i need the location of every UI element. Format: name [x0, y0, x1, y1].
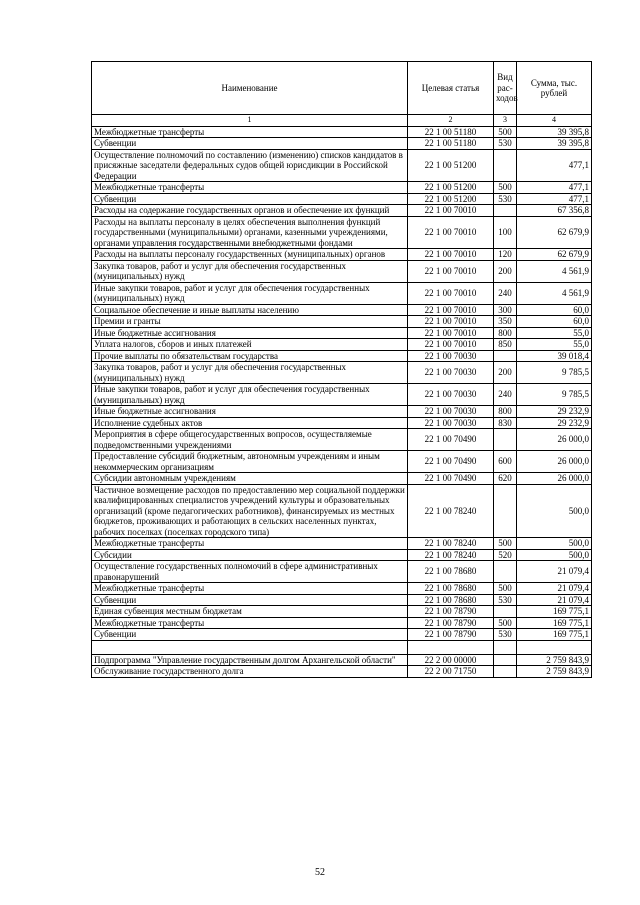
row-sum-cell: 26 000,0 — [517, 451, 592, 473]
row-sum-cell: 477,1 — [517, 149, 592, 182]
table-row — [92, 473, 592, 485]
table-row — [92, 362, 592, 384]
row-target-article-cell — [408, 640, 494, 654]
row-sum-cell: 4 561,9 — [517, 260, 592, 282]
row-expense-type-cell — [494, 484, 517, 538]
row-sum-cell: 60,0 — [517, 304, 592, 316]
row-expense-type-cell: 850 — [494, 339, 517, 351]
row-expense-type-cell: 200 — [494, 362, 517, 384]
table-row — [92, 316, 592, 328]
header-name: Наименование — [92, 62, 408, 115]
table-row — [92, 205, 592, 217]
row-expense-type-cell — [494, 205, 517, 217]
table-row — [92, 193, 592, 205]
row-sum-cell: 9 785,5 — [517, 362, 592, 384]
row-name-cell: Премии и гранты — [92, 316, 408, 328]
row-expense-type-cell: 350 — [494, 316, 517, 328]
row-expense-type-cell: 500 — [494, 538, 517, 550]
row-sum-cell: 2 759 843,9 — [517, 654, 592, 666]
table-row — [92, 594, 592, 606]
row-name-cell — [92, 640, 408, 654]
row-sum-cell: 169 775,1 — [517, 629, 592, 641]
table-row — [92, 451, 592, 473]
row-expense-type-cell — [494, 666, 517, 678]
row-expense-type-cell: 300 — [494, 304, 517, 316]
row-target-article-cell: 22 1 00 70010 — [408, 282, 494, 304]
row-target-article-cell: 22 1 00 70030 — [408, 350, 494, 362]
row-name-cell: Межбюджетные трансферты — [92, 182, 408, 194]
header-sum: Сумма, тыс. рублей — [517, 62, 592, 115]
row-target-article-cell: 22 1 00 70010 — [408, 260, 494, 282]
row-expense-type-cell: 830 — [494, 417, 517, 429]
row-expense-type-cell: 500 — [494, 583, 517, 595]
row-sum-cell: 39 395,8 — [517, 126, 592, 138]
row-expense-type-cell — [494, 606, 517, 618]
row-sum-cell: 9 785,5 — [517, 384, 592, 406]
table-row — [92, 260, 592, 282]
row-name-cell: Прочие выплаты по обязательствам государства — [92, 350, 408, 362]
table-row — [92, 429, 592, 451]
row-target-article-cell: 22 1 00 70030 — [408, 362, 494, 384]
row-sum-cell: 26 000,0 — [517, 429, 592, 451]
row-target-article-cell: 22 1 00 70010 — [408, 339, 494, 351]
row-sum-cell: 29 232,9 — [517, 417, 592, 429]
row-name-cell: Межбюджетные трансферты — [92, 617, 408, 629]
row-target-article-cell: 22 1 00 70490 — [408, 473, 494, 485]
row-sum-cell: 67 356,8 — [517, 205, 592, 217]
row-target-article-cell: 22 1 00 78680 — [408, 583, 494, 595]
row-target-article-cell: 22 1 00 70490 — [408, 451, 494, 473]
row-name-cell: Субвенции — [92, 138, 408, 150]
row-target-article-cell: 22 1 00 78240 — [408, 484, 494, 538]
row-name-cell: Уплата налогов, сборов и иных платежей — [92, 339, 408, 351]
row-target-article-cell: 22 1 00 51200 — [408, 193, 494, 205]
table-row — [92, 149, 592, 182]
row-name-cell: Субвенции — [92, 193, 408, 205]
row-name-cell: Частичное возмещение расходов по предоставлению мер социальной поддержки квалифицированных специалистов учреждений культуры и образовательных организаций (кроме педагогических работников), финансируемых из местных бюджетов, проживающих и работающих в сельских населенных пунктах, рабочих поселках (поселках городского типа) — [92, 484, 408, 538]
row-sum-cell — [517, 640, 592, 654]
row-expense-type-cell: 240 — [494, 282, 517, 304]
table-row — [92, 282, 592, 304]
row-name-cell: Предоставление субсидий бюджетным, автономным учреждениям и иным некоммерческим организациям — [92, 451, 408, 473]
row-target-article-cell: 22 1 00 78240 — [408, 549, 494, 561]
row-target-article-cell: 22 1 00 70010 — [408, 304, 494, 316]
table-row — [92, 327, 592, 339]
row-target-article-cell: 22 1 00 70030 — [408, 384, 494, 406]
column-numbers-row — [92, 115, 592, 127]
row-name-cell: Межбюджетные трансферты — [92, 538, 408, 550]
row-target-article-cell: 22 1 00 78790 — [408, 617, 494, 629]
row-expense-type-cell — [494, 640, 517, 654]
row-sum-cell: 39 018,4 — [517, 350, 592, 362]
row-name-cell: Иные закупки товаров, работ и услуг для обеспечения государственных (муниципальных) нужд — [92, 384, 408, 406]
column-number: 1 — [92, 115, 408, 127]
row-expense-type-cell: 800 — [494, 406, 517, 418]
row-name-cell: Обслуживание государственного долга — [92, 666, 408, 678]
row-sum-cell: 4 561,9 — [517, 282, 592, 304]
table-row — [92, 384, 592, 406]
row-sum-cell: 55,0 — [517, 327, 592, 339]
row-expense-type-cell — [494, 654, 517, 666]
row-expense-type-cell: 800 — [494, 327, 517, 339]
row-expense-type-cell — [494, 561, 517, 583]
row-sum-cell: 169 775,1 — [517, 606, 592, 618]
row-sum-cell: 500,0 — [517, 549, 592, 561]
row-target-article-cell: 22 1 00 70010 — [408, 249, 494, 261]
row-name-cell: Мероприятия в сфере общегосударственных вопросов, осуществляемые подведомственными учреждениями — [92, 429, 408, 451]
row-target-article-cell: 22 1 00 70010 — [408, 216, 494, 249]
row-expense-type-cell — [494, 350, 517, 362]
row-target-article-cell: 22 1 00 70030 — [408, 406, 494, 418]
row-expense-type-cell: 530 — [494, 629, 517, 641]
row-expense-type-cell — [494, 149, 517, 182]
table-row — [92, 629, 592, 641]
row-expense-type-cell: 500 — [494, 126, 517, 138]
row-name-cell: Осуществление полномочий по составлению (изменению) списков кандидатов в присяжные заседатели федеральных судов общей юрисдикции в Российской Федерации — [92, 149, 408, 182]
row-expense-type-cell — [494, 429, 517, 451]
row-expense-type-cell: 500 — [494, 617, 517, 629]
row-name-cell: Субвенции — [92, 594, 408, 606]
row-target-article-cell: 22 1 00 70010 — [408, 205, 494, 217]
table-row — [92, 339, 592, 351]
table-row — [92, 583, 592, 595]
table-row — [92, 484, 592, 538]
row-target-article-cell: 22 1 00 78680 — [408, 594, 494, 606]
table-row — [92, 138, 592, 150]
row-sum-cell: 55,0 — [517, 339, 592, 351]
row-sum-cell: 169 775,1 — [517, 617, 592, 629]
table-row — [92, 666, 592, 678]
row-sum-cell: 26 000,0 — [517, 473, 592, 485]
row-target-article-cell: 22 1 00 78680 — [408, 561, 494, 583]
row-sum-cell: 21 079,4 — [517, 594, 592, 606]
row-target-article-cell: 22 1 00 51180 — [408, 126, 494, 138]
table-row — [92, 561, 592, 583]
table-row — [92, 304, 592, 316]
row-expense-type-cell: 530 — [494, 594, 517, 606]
row-expense-type-cell: 240 — [494, 384, 517, 406]
table-row — [92, 417, 592, 429]
row-expense-type-cell: 100 — [494, 216, 517, 249]
page-number: 52 — [315, 867, 325, 878]
row-target-article-cell: 22 2 00 71750 — [408, 666, 494, 678]
row-sum-cell: 60,0 — [517, 316, 592, 328]
table-row — [92, 126, 592, 138]
row-sum-cell: 477,1 — [517, 193, 592, 205]
row-name-cell: Межбюджетные трансферты — [92, 583, 408, 595]
column-number: 2 — [408, 115, 494, 127]
row-expense-type-cell: 530 — [494, 138, 517, 150]
row-sum-cell: 29 232,9 — [517, 406, 592, 418]
header-target-article: Целевая статья — [408, 62, 494, 115]
column-number: 4 — [517, 115, 592, 127]
row-name-cell: Расходы на выплаты персоналу государственных (муниципальных) органов — [92, 249, 408, 261]
row-name-cell: Исполнение судебных актов — [92, 417, 408, 429]
row-sum-cell: 62 679,9 — [517, 249, 592, 261]
row-expense-type-cell: 620 — [494, 473, 517, 485]
row-sum-cell: 500,0 — [517, 484, 592, 538]
row-sum-cell: 21 079,4 — [517, 561, 592, 583]
table-row — [92, 249, 592, 261]
table-header-row — [92, 62, 592, 115]
row-target-article-cell: 22 1 00 70490 — [408, 429, 494, 451]
table-row — [92, 182, 592, 194]
table-body — [92, 126, 592, 677]
row-expense-type-cell: 520 — [494, 549, 517, 561]
table-row — [92, 617, 592, 629]
row-expense-type-cell: 120 — [494, 249, 517, 261]
row-name-cell: Межбюджетные трансферты — [92, 126, 408, 138]
row-sum-cell: 21 079,4 — [517, 583, 592, 595]
row-expense-type-cell: 500 — [494, 182, 517, 194]
row-target-article-cell: 22 1 00 78790 — [408, 606, 494, 618]
table-row — [92, 216, 592, 249]
row-name-cell: Единая субвенция местным бюджетам — [92, 606, 408, 618]
row-target-article-cell: 22 1 00 78790 — [408, 629, 494, 641]
table-row — [92, 606, 592, 618]
row-name-cell: Социальное обеспечение и иные выплаты населению — [92, 304, 408, 316]
row-sum-cell: 62 679,9 — [517, 216, 592, 249]
row-name-cell: Иные закупки товаров, работ и услуг для обеспечения государственных (муниципальных) нужд — [92, 282, 408, 304]
row-expense-type-cell: 200 — [494, 260, 517, 282]
row-name-cell: Иные бюджетные ассигнования — [92, 406, 408, 418]
row-name-cell: Подпрограмма "Управление государственным долгом Архангельской области" — [92, 654, 408, 666]
row-target-article-cell: 22 1 00 70010 — [408, 316, 494, 328]
table-row — [92, 406, 592, 418]
row-name-cell: Иные бюджетные ассигнования — [92, 327, 408, 339]
row-target-article-cell: 22 1 00 70010 — [408, 327, 494, 339]
row-name-cell: Субсидии автономным учреждениям — [92, 473, 408, 485]
row-name-cell: Субвенции — [92, 629, 408, 641]
table-row — [92, 654, 592, 666]
row-target-article-cell: 22 1 00 78240 — [408, 538, 494, 550]
row-expense-type-cell: 530 — [494, 193, 517, 205]
row-name-cell: Осуществление государственных полномочий в сфере административных правонарушений — [92, 561, 408, 583]
row-target-article-cell: 22 1 00 51200 — [408, 182, 494, 194]
row-name-cell: Субсидии — [92, 549, 408, 561]
row-target-article-cell: 22 1 00 51200 — [408, 149, 494, 182]
row-target-article-cell: 22 1 00 70030 — [408, 417, 494, 429]
row-sum-cell: 39 395,8 — [517, 138, 592, 150]
row-sum-cell: 2 759 843,9 — [517, 666, 592, 678]
row-sum-cell: 477,1 — [517, 182, 592, 194]
row-name-cell: Закупка товаров, работ и услуг для обеспечения государственных (муниципальных) нужд — [92, 362, 408, 384]
row-target-article-cell: 22 2 00 00000 — [408, 654, 494, 666]
table-row — [92, 538, 592, 550]
column-number: 3 — [494, 115, 517, 127]
table-row — [92, 640, 592, 654]
row-target-article-cell: 22 1 00 51180 — [408, 138, 494, 150]
table-row — [92, 549, 592, 561]
row-sum-cell: 500,0 — [517, 538, 592, 550]
row-name-cell: Расходы на содержание государственных органов и обеспечение их функций — [92, 205, 408, 217]
budget-table — [91, 61, 592, 678]
row-expense-type-cell: 600 — [494, 451, 517, 473]
header-expense-type: Вид рас-ходов — [494, 62, 517, 115]
row-name-cell: Закупка товаров, работ и услуг для обеспечения государственных (муниципальных) нужд — [92, 260, 408, 282]
row-name-cell: Расходы на выплаты персоналу в целях обеспечения выполнения функций государственными (муниципальными) органами, казенными учреждениями, органами управления государственными внебюджетными фондами — [92, 216, 408, 249]
table-row — [92, 350, 592, 362]
